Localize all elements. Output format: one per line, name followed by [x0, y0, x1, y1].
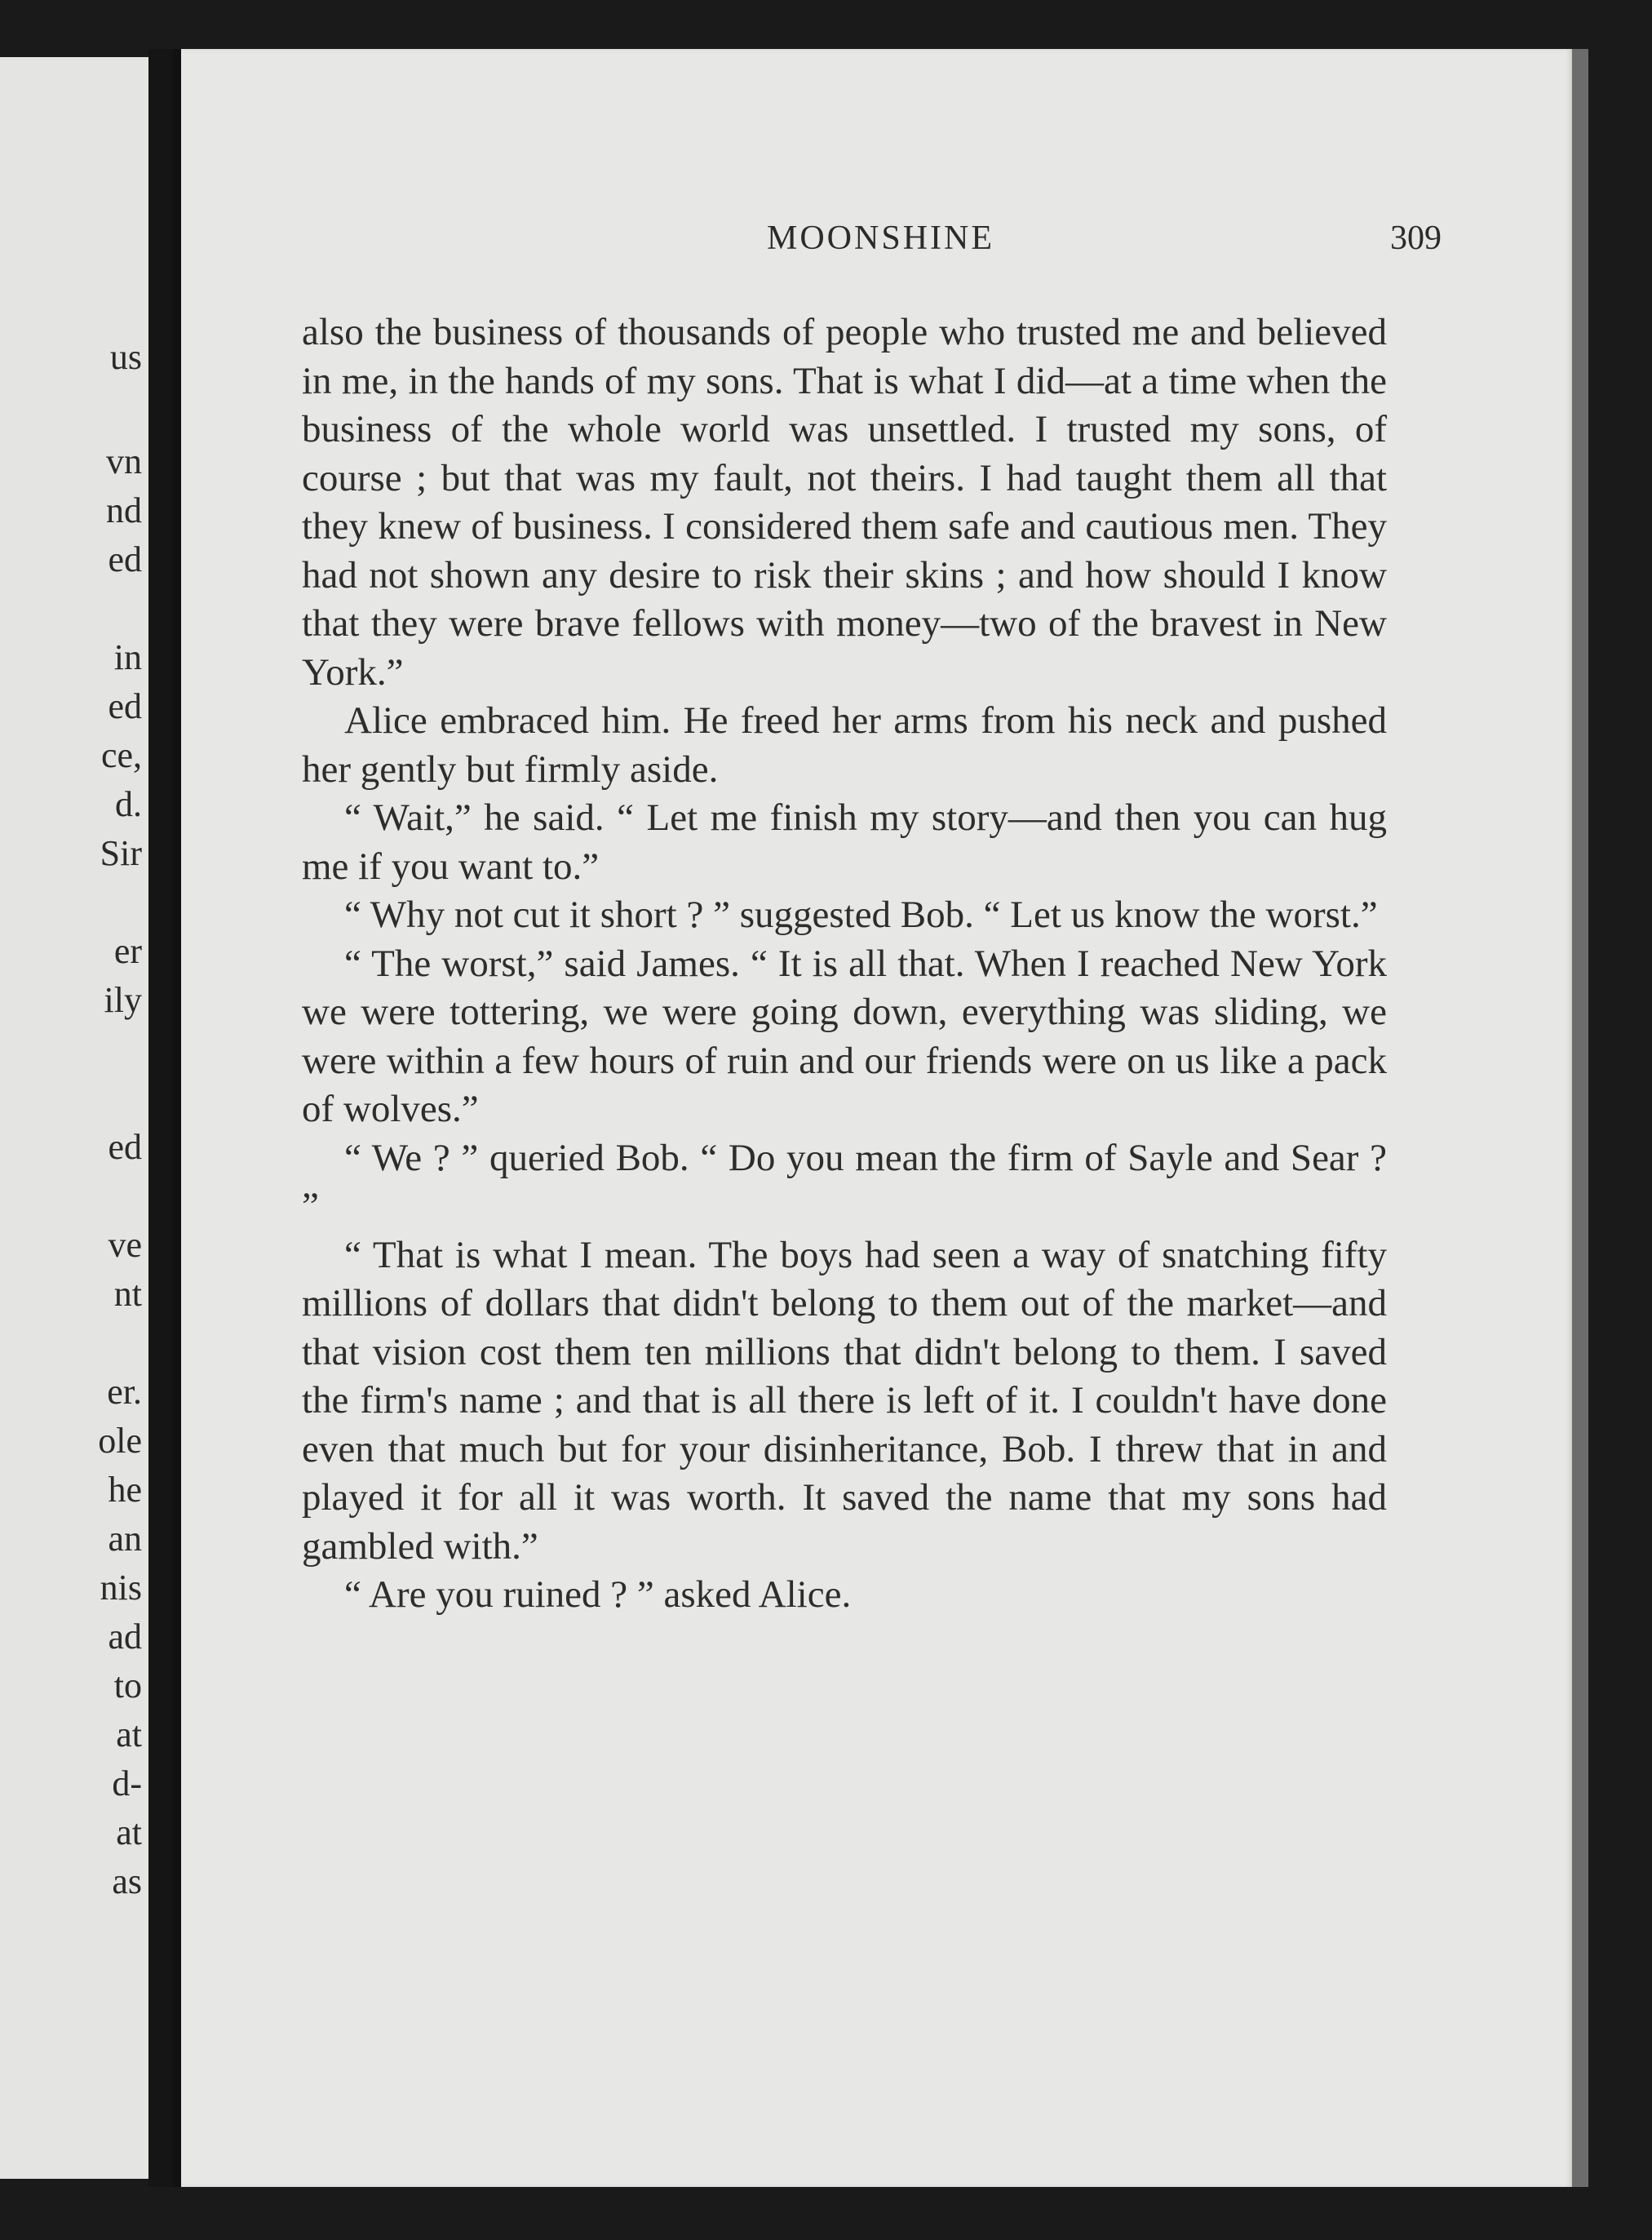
left-page-fragment-text: as — [112, 1861, 142, 1901]
left-page-fragment-text: to — [113, 1666, 142, 1706]
paragraph: “ We ? ” queried Bob. “ Do you mean the firm of Sayle and Sear ? ” — [302, 1136, 1387, 1227]
running-head — [295, 219, 1466, 268]
paragraph: “ Are you ruined ? ” asked Alice. — [344, 1573, 852, 1616]
paragraph: “ Why not cut it short ? ” suggested Bob. “ Let us know the worst.” — [344, 894, 1378, 936]
body-text — [302, 308, 1387, 1620]
left-page-fragment-text: nt — [113, 1274, 142, 1314]
paragraph: “ That is what I mean. The boys had seen a way of snatching fifty millions of dollars that didn't belong to them out of the market—and that vision cost them ten millions that didn't belong to them. I saved the firm's name ; and that is all there is left of it. I couldn't have done even that much but for your disinheritance, Bob. I threw that in and played it for all it was worth. It saved the name that my sons had gambled with.” — [302, 1233, 1387, 1568]
left-page-fragment-text: ed — [108, 686, 142, 726]
left-page-fragment-text: at — [116, 1714, 142, 1754]
book-gutter — [148, 49, 173, 2187]
paragraph: “ Wait,” he said. “ Let me finish my story—and then you can hug me if you want to.” — [302, 796, 1387, 888]
left-page-fragment — [0, 57, 148, 2179]
book-page — [173, 49, 1580, 2187]
left-page-fragment-text: Sir — [100, 833, 142, 873]
paragraph: Alice embraced him. He freed her arms from his neck and pushed her gently but firmly aside. — [302, 699, 1387, 791]
left-page-fragment-text: at — [116, 1812, 142, 1852]
left-page-fragment-text: in — [113, 637, 142, 677]
left-page-fragment-text: ve — [108, 1225, 142, 1265]
page-edge-shadow — [1572, 49, 1588, 2187]
page-number: 309 — [1390, 220, 1442, 257]
left-page-fragment-text: us — [109, 337, 142, 377]
paragraph: also the business of thousands of people who trusted me and believed in me, in the hands of my sons. That is what I did—at a time when the business of the whole world was unsettled. I trusted my sons, of course ; but that was my fault, not theirs. I had taught them all that they knew of business. I considered them safe and cautious men. They had not shown any desire to risk their skins ; and how should I know that they were brave fellows with money—two of the bravest in New York.” — [302, 311, 1387, 694]
running-title: MOONSHINE — [767, 220, 994, 257]
left-page-fragment-text: ad — [108, 1617, 142, 1657]
left-page-fragment-text: an — [108, 1519, 142, 1559]
left-page-fragment-text: nd — [106, 490, 142, 530]
left-page-fragment-text: er. — [107, 1372, 142, 1412]
left-page-fragment-text: ed — [108, 1127, 142, 1167]
left-page-fragment-text: ily — [104, 980, 142, 1020]
left-page-fragment-text: er — [113, 931, 142, 971]
left-page-fragment-text: d- — [112, 1763, 142, 1803]
paragraph: “ The worst,” said James. “ It is all that. When I reached New York we were tottering, we were going down, everything was sliding, we were within a few hours of ruin and our friends were on us like a pack of wolves.” — [302, 942, 1387, 1130]
left-page-fragment-text: ed — [108, 539, 142, 579]
left-page-fragment-text: vn — [106, 441, 142, 481]
left-page-fragment-text: ce, — [100, 735, 142, 775]
left-page-fragment-text: d. — [115, 784, 142, 824]
left-page-fragment-text: ole — [98, 1421, 142, 1461]
left-page-fragment-text: he — [108, 1470, 142, 1510]
left-page-fragment-text: nis — [100, 1568, 142, 1608]
